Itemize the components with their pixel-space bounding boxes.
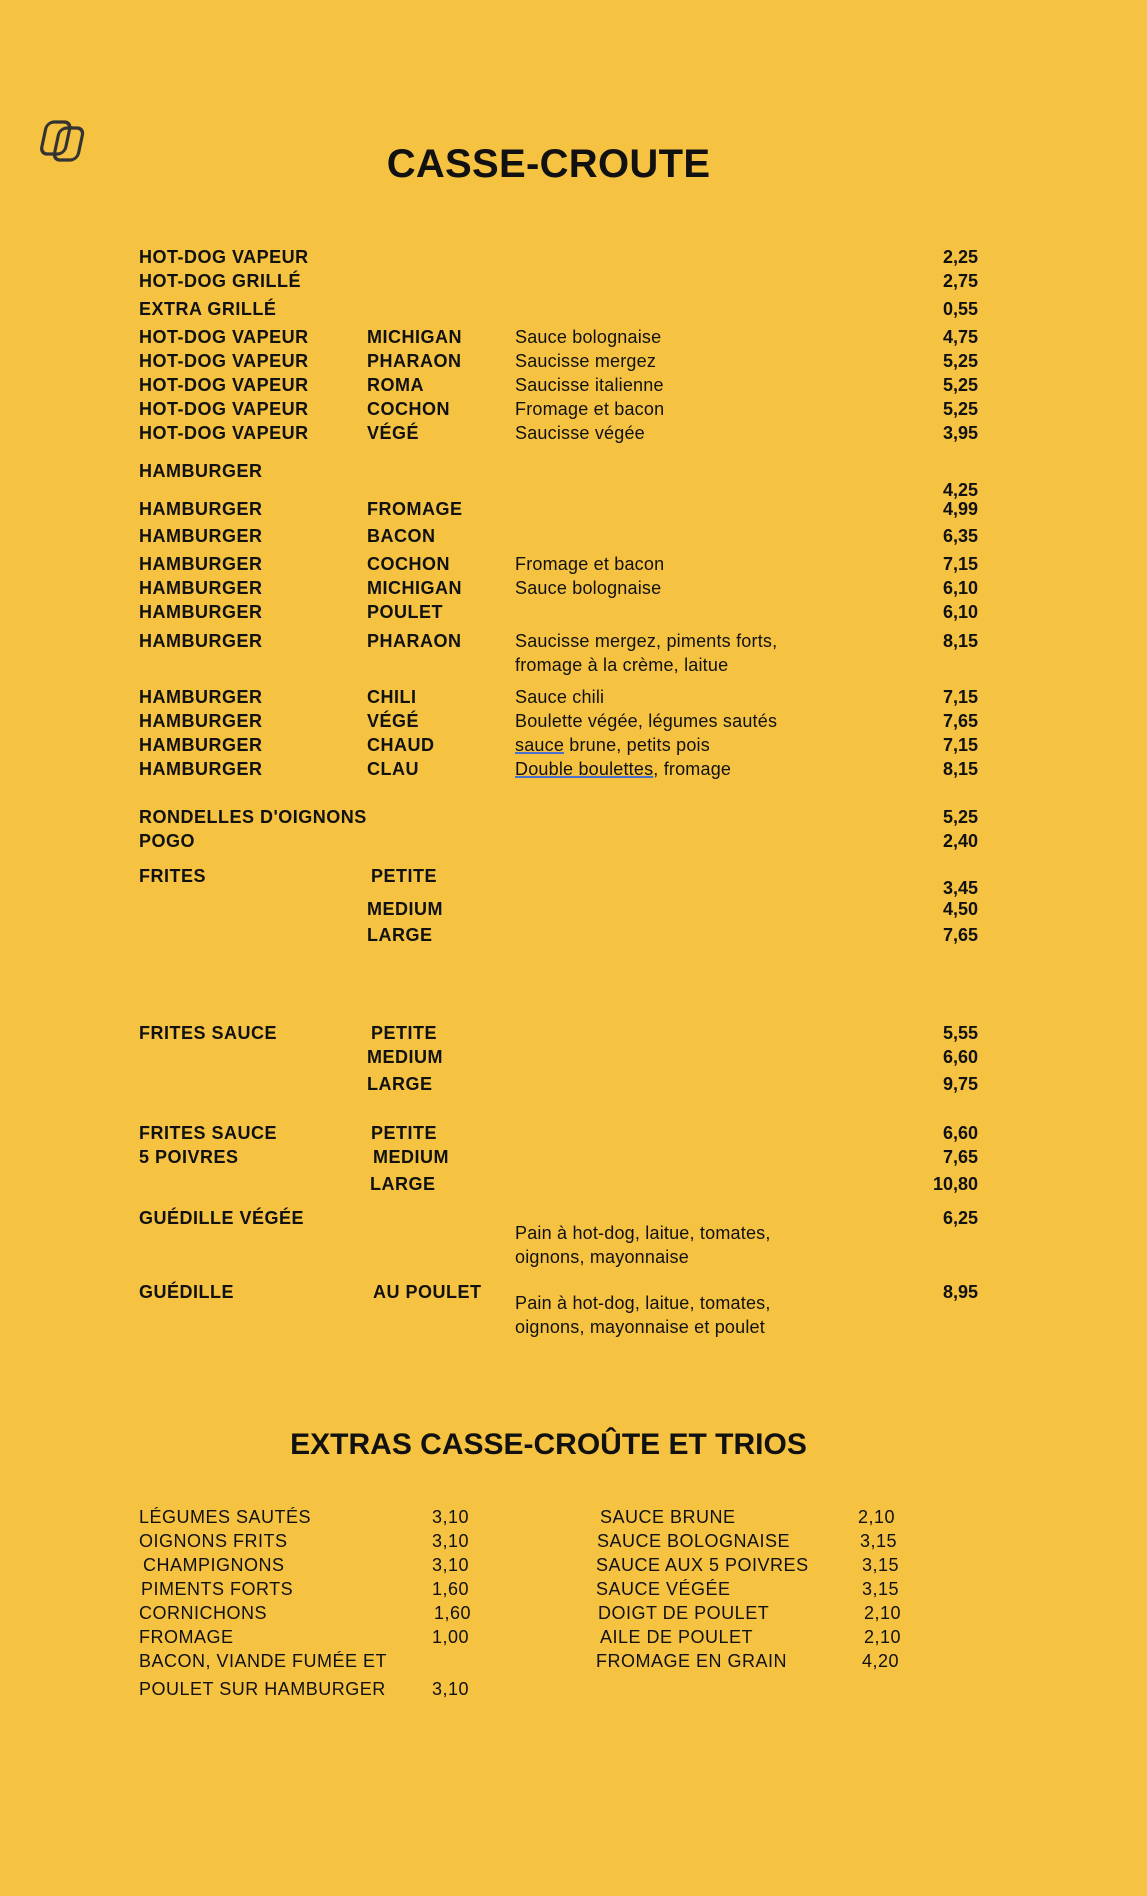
page-title: CASSE-CROUTE [386,142,711,186]
item-name: HAMBURGER [139,526,263,546]
item-price: 0,55 [942,299,978,319]
item-description [515,685,604,709]
item-description [515,757,731,781]
menu-item-row [0,805,1147,829]
item-name: HAMBURGER [139,631,263,651]
menu-item-row [0,1045,1147,1069]
item-price: 3,45 [942,878,978,898]
item-description-text: Saucisse italienne [515,375,664,395]
menu-item-row [0,923,1147,947]
item-description-text: Sauce chili [515,687,605,707]
extra-name: SAUCE BOLOGNAISE [597,1531,791,1551]
menu-item-row [0,552,1147,576]
extra-price: 2,10 [864,1627,902,1647]
item-variant: COCHON [367,399,450,419]
item-name: POGO [139,831,196,851]
extra-price: 3,10 [432,1679,470,1699]
item-description [515,325,661,349]
item-variant: FROMAGE [367,499,463,519]
item-price: 6,25 [942,1208,978,1228]
item-variant: LARGE [367,1074,433,1094]
item-name: HOT-DOG VAPEUR [139,247,309,267]
item-variant: MEDIUM [367,1047,443,1067]
menu-item-row [0,349,1147,373]
item-variant: ROMA [367,375,424,395]
item-variant: VÉGÉ [367,711,420,731]
item-variant: PETITE [371,866,438,886]
extra-name: OIGNONS FRITS [139,1531,288,1551]
item-variant: PETITE [371,1023,438,1043]
item-variant: CLAU [367,759,419,779]
item-name: HAMBURGER [139,578,263,598]
menu-item-row [0,373,1147,397]
item-description-text: Fromage et bacon [515,399,665,419]
item-price: 7,65 [942,1147,978,1167]
item-price: 7,65 [942,711,978,731]
item-variant: VÉGÉ [367,423,420,443]
item-description [515,421,645,445]
menu-item-row [0,297,1147,321]
menu-item-row [0,1021,1147,1045]
item-price: 2,40 [942,831,978,851]
item-price: 5,25 [942,351,978,371]
item-name: EXTRA GRILLÉ [139,299,277,319]
extra-name: POULET SUR HAMBURGER [139,1679,386,1699]
item-price: 5,25 [942,807,978,827]
item-description [515,709,777,733]
item-name: 5 POIVRES [139,1147,239,1167]
extra-price: 1,60 [434,1603,472,1623]
item-name: HAMBURGER [139,687,263,707]
item-variant: AU POULET [373,1282,482,1302]
extra-price: 3,10 [432,1507,470,1527]
item-name: HOT-DOG GRILLÉ [139,271,301,291]
item-description-text: Sauce bolognaise [515,327,662,347]
item-name: FRITES SAUCE [139,1023,278,1043]
item-description-line2: oignons, mayonnaise [515,1247,689,1267]
item-name: RONDELLES D'OIGNONS [139,807,367,827]
item-variant: CHILI [367,687,417,707]
extra-price: 1,60 [432,1579,470,1599]
item-price: 2,75 [942,271,978,291]
item-description [515,552,664,576]
item-price: 5,25 [942,399,978,419]
extra-name: SAUCE AUX 5 POIVRES [596,1555,809,1575]
item-name: GUÉDILLE [139,1282,235,1302]
menu-item-row [0,757,1147,781]
item-variant: MICHIGAN [367,578,462,598]
extra-name: AILE DE POULET [600,1627,754,1647]
item-name: HOT-DOG VAPEUR [139,351,309,371]
item-description-text: , fromage [653,759,732,779]
item-description [515,629,777,653]
menu-item-row [0,733,1147,757]
item-name: HOT-DOG VAPEUR [139,423,309,443]
extra-name: FROMAGE EN GRAIN [596,1651,788,1671]
menu-item-row [0,629,1147,675]
item-variant: COCHON [367,554,450,574]
menu-item-row [0,1280,1147,1337]
item-description [515,1221,771,1245]
menu-item-row [0,600,1147,624]
extra-name: SAUCE BRUNE [600,1507,736,1527]
menu-item-row [0,829,1147,853]
item-price: 7,15 [942,554,978,574]
item-variant: CHAUD [367,735,435,755]
menu-item-row [0,685,1147,709]
item-variant: PHARAON [367,631,462,651]
item-price: 6,10 [942,602,978,622]
item-description [515,1291,771,1315]
extra-price: 3,15 [862,1555,900,1575]
menu-item-row [0,459,1147,500]
item-description-text: Saucisse mergez [515,351,657,371]
item-variant: MEDIUM [367,899,443,919]
extra-price: 3,10 [432,1555,470,1575]
extra-price: 3,10 [432,1531,470,1551]
item-description-text: Pain à hot-dog, laitue, tomates, [515,1293,771,1313]
menu-item-row [0,524,1147,548]
extra-name: DOIGT DE POULET [598,1603,770,1623]
item-name: HAMBURGER [139,554,263,574]
item-description [515,576,661,600]
item-description-line2: fromage à la crème, laitue [515,655,729,675]
menu-item-row [0,1072,1147,1096]
item-variant: LARGE [367,925,433,945]
item-price: 8,95 [942,1282,978,1302]
item-price: 10,80 [932,1174,978,1194]
extra-price: 3,15 [862,1579,900,1599]
extra-price: 1,00 [432,1627,470,1647]
item-price: 6,35 [942,526,978,546]
menu-item-row [0,864,1147,898]
extra-name: LÉGUMES SAUTÉS [139,1507,312,1527]
item-variant: BACON [367,526,436,546]
item-description-line2: oignons, mayonnaise et poulet [515,1317,765,1337]
item-description-text: brune, petits pois [564,735,710,755]
item-name: HAMBURGER [139,461,263,481]
item-price: 7,65 [942,925,978,945]
item-variant: PETITE [371,1123,438,1143]
item-price: 8,15 [942,759,978,779]
item-name: HAMBURGER [139,711,263,731]
menu-item-row [0,245,1147,269]
item-description-underlined: Double boulettes [515,759,654,779]
menu-item-row [0,269,1147,293]
item-price: 3,95 [942,423,978,443]
item-price: 4,99 [942,499,978,519]
item-price: 7,15 [942,735,978,755]
item-price: 6,60 [942,1123,978,1143]
menu-item-row [0,497,1147,521]
item-name: HAMBURGER [139,602,263,622]
menu-item-row [0,709,1147,733]
item-description-text: Boulette végée, légumes sautés [515,711,778,731]
item-variant: PHARAON [367,351,462,371]
extras-title: EXTRAS CASSE-CROÛTE ET TRIOS [290,1428,807,1461]
extra-name: PIMENTS FORTS [141,1579,294,1599]
item-variant: POULET [367,602,444,622]
menu-item-row [0,1145,1147,1169]
extra-price: 4,20 [862,1651,900,1671]
menu-item-row [0,421,1147,445]
item-price: 5,55 [942,1023,978,1043]
item-price: 2,25 [942,247,978,267]
item-name: FRITES SAUCE [139,1123,278,1143]
item-description-underlined: sauce [515,735,565,755]
item-name: HAMBURGER [139,735,263,755]
item-price: 6,10 [942,578,978,598]
item-name: HOT-DOG VAPEUR [139,375,309,395]
menu-item-row [0,325,1147,349]
item-variant: LARGE [370,1174,436,1194]
item-name: HOT-DOG VAPEUR [139,399,309,419]
extra-price: 2,10 [864,1603,902,1623]
item-description [515,349,656,373]
item-variant: MEDIUM [373,1147,449,1167]
item-description [515,733,710,757]
item-variant: MICHIGAN [367,327,462,347]
menu-item-row [0,397,1147,421]
item-description-text: Sauce bolognaise [515,578,662,598]
extra-name: CHAMPIGNONS [143,1555,285,1575]
item-name: HAMBURGER [139,759,263,779]
item-price: 7,15 [942,687,978,707]
extra-name: BACON, VIANDE FUMÉE ET [139,1651,388,1671]
menu-item-row [0,897,1147,921]
item-name: HAMBURGER [139,499,263,519]
menu-item-row [0,1121,1147,1145]
item-price: 8,15 [942,631,978,651]
menu-item-row [0,1206,1147,1267]
item-price: 4,75 [942,327,978,347]
extra-price: 2,10 [858,1507,896,1527]
item-description-text: Saucisse mergez, piments forts, [515,631,778,651]
item-price: 4,25 [942,480,978,500]
item-name: GUÉDILLE VÉGÉE [139,1208,305,1228]
item-price: 6,60 [942,1047,978,1067]
item-price: 5,25 [942,375,978,395]
extra-name: FROMAGE [139,1627,234,1647]
extra-name: SAUCE VÉGÉE [596,1579,731,1599]
item-description [515,373,664,397]
extra-price: 3,15 [860,1531,898,1551]
extra-name: CORNICHONS [139,1603,268,1623]
item-description-text: Pain à hot-dog, laitue, tomates, [515,1223,771,1243]
item-description-text: Fromage et bacon [515,554,665,574]
menu-item-row [0,576,1147,600]
item-description [515,397,664,421]
item-price: 9,75 [942,1074,978,1094]
item-description-text: Saucisse végée [515,423,645,443]
item-name: HOT-DOG VAPEUR [139,327,309,347]
item-name: FRITES [139,866,207,886]
item-price: 4,50 [942,899,978,919]
menu-item-row [0,1172,1147,1196]
